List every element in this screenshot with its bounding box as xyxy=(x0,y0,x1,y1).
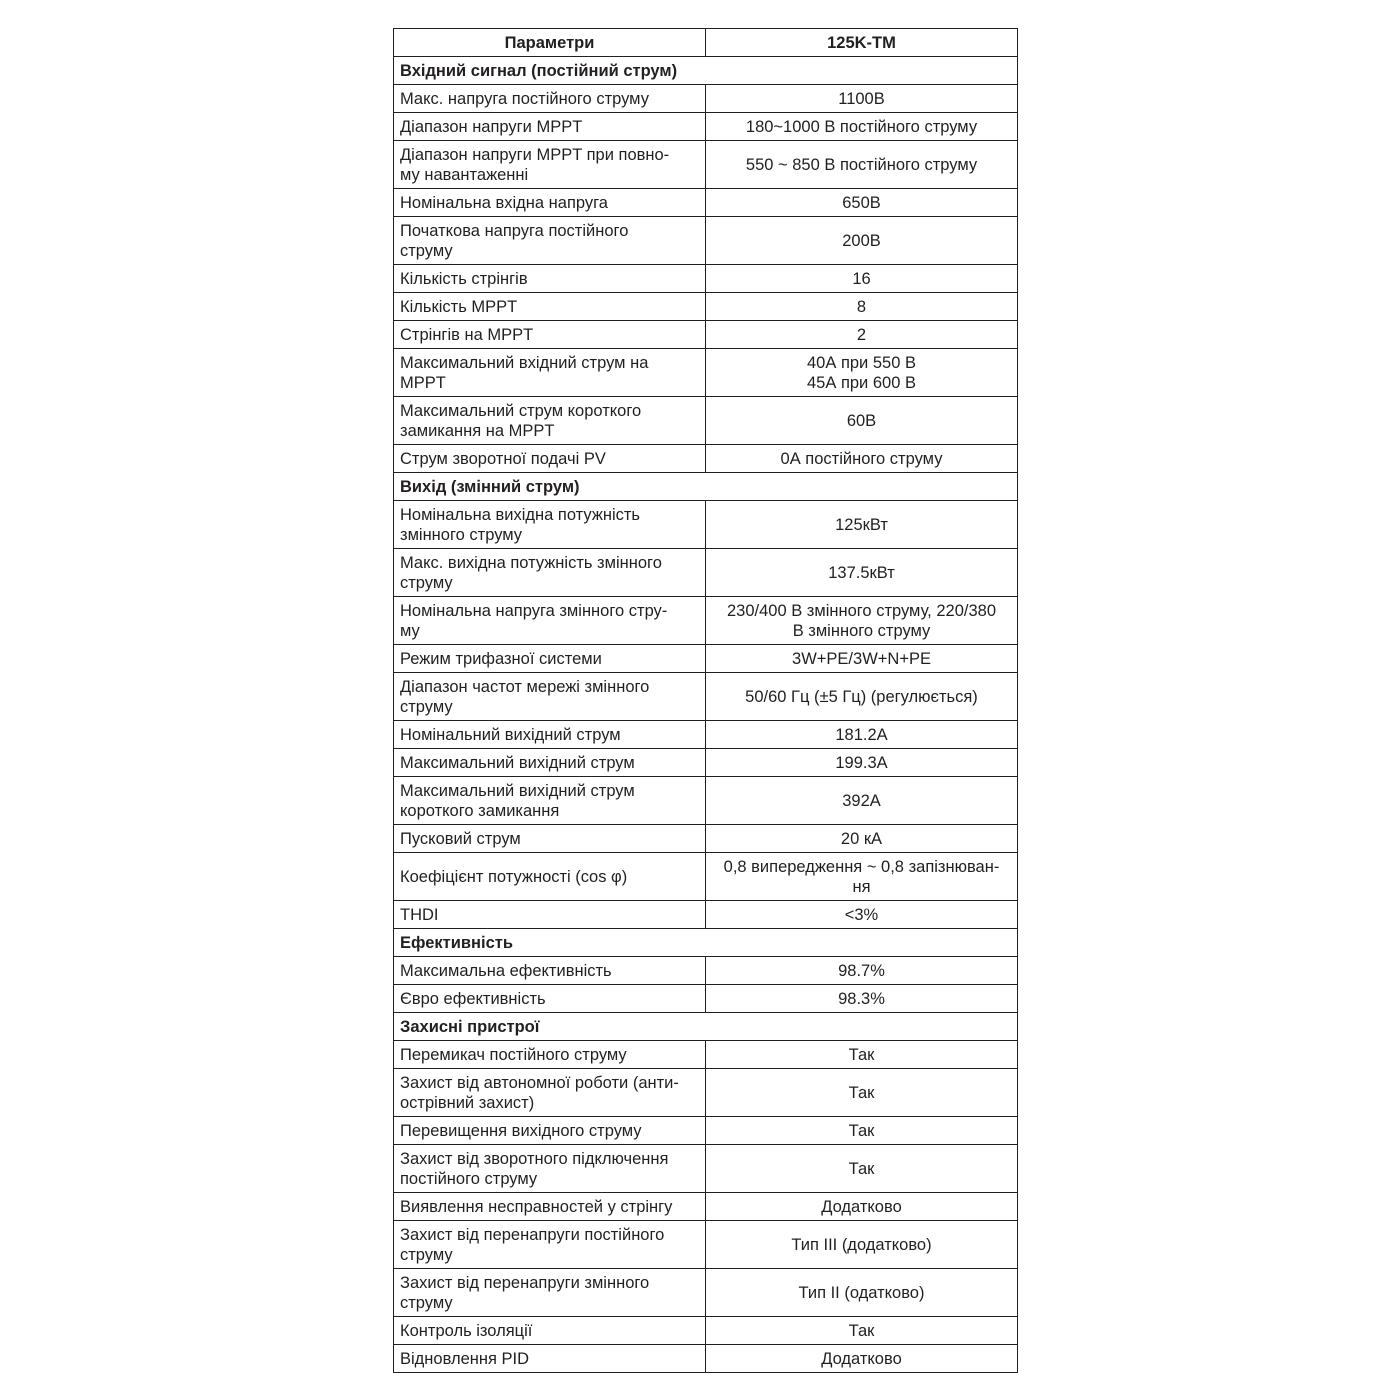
section-row xyxy=(394,473,1018,501)
value-cell xyxy=(706,853,1018,901)
parameter-cell xyxy=(394,645,706,673)
table-header-row xyxy=(394,29,1018,57)
parameter-text: змінного струму xyxy=(400,525,523,544)
table-row xyxy=(394,721,1018,749)
value-text: 137.5кВт xyxy=(828,563,895,582)
parameter-cell xyxy=(394,549,706,597)
parameter-text: Максимальний вихідний струм xyxy=(400,781,635,800)
section-title: Вихід (змінний струм) xyxy=(394,473,1018,501)
table-row xyxy=(394,1221,1018,1269)
value-cell xyxy=(706,901,1018,929)
value-text: 50/60 Гц (±5 Гц) (регулюється) xyxy=(745,687,978,706)
value-cell xyxy=(706,1145,1018,1193)
parameter-text: Режим трифазної системи xyxy=(400,649,602,668)
value-text: 98.7% xyxy=(838,961,885,980)
table-row xyxy=(394,349,1018,397)
parameter-cell xyxy=(394,853,706,901)
parameter-text: струму xyxy=(400,1293,453,1312)
value-cell xyxy=(706,501,1018,549)
value-text: 200В xyxy=(842,231,881,250)
table-row xyxy=(394,1345,1018,1373)
parameter-cell xyxy=(394,1269,706,1317)
parameter-text: Євро ефективність xyxy=(400,989,546,1008)
value-text: 60В xyxy=(846,411,877,430)
value-cell xyxy=(706,445,1018,473)
table-row xyxy=(394,825,1018,853)
parameter-cell xyxy=(394,189,706,217)
parameter-text: Кількість MPPT xyxy=(400,297,518,316)
value-cell xyxy=(706,141,1018,189)
table-body xyxy=(394,57,1018,1373)
parameter-text: Стрінгів на MPPT xyxy=(400,325,534,344)
parameter-cell xyxy=(394,825,706,853)
value-text: 98.3% xyxy=(838,989,885,1008)
table-row xyxy=(394,985,1018,1013)
value-cell xyxy=(706,957,1018,985)
header-parameters: Параметри xyxy=(394,29,706,57)
table-row xyxy=(394,901,1018,929)
parameter-text: MPPT xyxy=(400,373,446,392)
table-row xyxy=(394,189,1018,217)
value-text: Так xyxy=(848,1321,875,1340)
parameter-text: постійного струму xyxy=(400,1169,538,1188)
value-text: 8 xyxy=(856,297,867,316)
value-text: 40А при 550 В xyxy=(807,353,916,372)
parameter-cell xyxy=(394,721,706,749)
parameter-cell xyxy=(394,217,706,265)
parameter-text: Макс. напруга постійного струму xyxy=(400,89,649,108)
parameter-cell xyxy=(394,349,706,397)
parameter-text: му навантаженні xyxy=(400,165,529,184)
parameter-cell xyxy=(394,141,706,189)
value-cell xyxy=(706,293,1018,321)
parameter-cell xyxy=(394,1145,706,1193)
parameter-cell xyxy=(394,1345,706,1373)
parameter-text: Захист від зворотного підключення xyxy=(400,1149,669,1168)
parameter-text: Виявлення несправностей у стрінгу xyxy=(400,1197,673,1216)
value-text: 45А при 600 В xyxy=(807,373,916,392)
value-text: ня xyxy=(852,877,871,896)
table-row xyxy=(394,957,1018,985)
table-row xyxy=(394,85,1018,113)
value-cell xyxy=(706,1221,1018,1269)
parameter-text: Струм зворотної подачі PV xyxy=(400,449,606,468)
parameter-text: му xyxy=(400,621,420,640)
value-cell xyxy=(706,1069,1018,1117)
value-cell xyxy=(706,1117,1018,1145)
table-row xyxy=(394,501,1018,549)
value-text: 0,8 випередження ~ 0,8 запізнюван- xyxy=(723,857,1000,876)
value-text: 1100В xyxy=(838,89,885,108)
value-text: Так xyxy=(848,1083,875,1102)
table-row xyxy=(394,265,1018,293)
parameter-cell xyxy=(394,1069,706,1117)
parameter-cell xyxy=(394,445,706,473)
parameter-text: Кількість стрінгів xyxy=(400,269,528,288)
parameter-text: Контроль ізоляції xyxy=(400,1321,533,1340)
value-cell xyxy=(706,1041,1018,1069)
parameter-cell xyxy=(394,265,706,293)
parameter-text: Захист від перенапруги змінного xyxy=(400,1273,650,1292)
section-title: Вхідний сигнал (постійний струм) xyxy=(394,57,1018,85)
parameter-text: струму xyxy=(400,697,453,716)
parameter-cell xyxy=(394,673,706,721)
value-text: 20 кА xyxy=(840,829,883,848)
parameter-cell xyxy=(394,501,706,549)
parameter-text: Номінальний вихідний струм xyxy=(400,725,621,744)
value-text: В змінного струму xyxy=(792,621,931,640)
value-text: Так xyxy=(848,1159,875,1178)
parameter-text: Коефіцієнт потужності (cos φ) xyxy=(400,867,628,886)
value-text: Додатково xyxy=(821,1197,902,1216)
value-text: Так xyxy=(848,1121,875,1140)
table-row xyxy=(394,645,1018,673)
value-text: 650В xyxy=(842,193,881,212)
table-row xyxy=(394,321,1018,349)
section-row xyxy=(394,1013,1018,1041)
header-model: 125K-TM xyxy=(706,29,1018,57)
parameter-text: Номінальна вхідна напруга xyxy=(400,193,608,212)
parameter-text: Діапазон напруги MPPT при повно- xyxy=(400,145,670,164)
parameter-cell xyxy=(394,1193,706,1221)
value-text: Тип II (одатково) xyxy=(798,1283,925,1302)
parameter-text: острівний захист) xyxy=(400,1093,535,1112)
parameter-cell xyxy=(394,1041,706,1069)
parameter-cell xyxy=(394,85,706,113)
value-text: 180~1000 В постійного струму xyxy=(745,117,978,136)
section-row xyxy=(394,929,1018,957)
value-text: <3% xyxy=(844,905,879,924)
parameter-text: Макс. вихідна потужність змінного xyxy=(400,553,662,572)
value-cell xyxy=(706,597,1018,645)
parameter-cell xyxy=(394,1117,706,1145)
value-text: 181.2A xyxy=(835,725,888,744)
parameter-cell xyxy=(394,113,706,141)
parameter-cell xyxy=(394,957,706,985)
parameter-text: Максимальний струм короткого xyxy=(400,401,642,420)
value-cell xyxy=(706,349,1018,397)
parameter-text: Пусковий струм xyxy=(400,829,521,848)
value-cell xyxy=(706,777,1018,825)
value-cell xyxy=(706,189,1018,217)
table-row xyxy=(394,141,1018,189)
parameter-text: замикання на MPPT xyxy=(400,421,555,440)
value-cell xyxy=(706,985,1018,1013)
section-title: Ефективність xyxy=(394,929,1018,957)
value-text: 230/400 В змінного струму, 220/380 xyxy=(726,601,996,620)
parameter-text: струму xyxy=(400,241,453,260)
value-text: 125кВт xyxy=(835,515,888,534)
parameter-cell xyxy=(394,985,706,1013)
table-row xyxy=(394,1145,1018,1193)
parameter-cell xyxy=(394,1317,706,1345)
parameter-text: Відновлення PID xyxy=(400,1349,530,1368)
parameter-text: Номінальна вихідна потужність xyxy=(400,505,641,524)
parameter-text: Діапазон напруги MPPT xyxy=(400,117,583,136)
parameter-text: Захист від автономної роботи (анти- xyxy=(400,1073,679,1092)
section-row xyxy=(394,57,1018,85)
value-cell xyxy=(706,1345,1018,1373)
parameter-cell xyxy=(394,321,706,349)
value-cell xyxy=(706,749,1018,777)
table-row xyxy=(394,549,1018,597)
value-text: Додатково xyxy=(821,1349,902,1368)
table-row xyxy=(394,1317,1018,1345)
parameter-cell xyxy=(394,901,706,929)
parameter-text: Максимальна ефективність xyxy=(400,961,612,980)
value-text: 392A xyxy=(842,791,881,810)
value-cell xyxy=(706,645,1018,673)
value-cell xyxy=(706,673,1018,721)
value-text: 16 xyxy=(852,269,871,288)
table-row xyxy=(394,1193,1018,1221)
parameter-text: Захист від перенапруги постійного xyxy=(400,1225,665,1244)
parameter-text: Максимальний вхідний струм на xyxy=(400,353,649,372)
table-row xyxy=(394,597,1018,645)
value-cell xyxy=(706,397,1018,445)
table-row xyxy=(394,777,1018,825)
value-text: 3W+PE/3W+N+PE xyxy=(792,649,931,668)
table-row xyxy=(394,113,1018,141)
value-cell xyxy=(706,1269,1018,1317)
value-cell xyxy=(706,265,1018,293)
parameter-text: струму xyxy=(400,573,453,592)
table-row xyxy=(394,1269,1018,1317)
parameter-text: струму xyxy=(400,1245,453,1264)
parameter-text: Початкова напруга постійного xyxy=(400,221,629,240)
value-cell xyxy=(706,217,1018,265)
specifications-table xyxy=(393,28,1018,1373)
table-row xyxy=(394,1069,1018,1117)
table-row xyxy=(394,1117,1018,1145)
value-cell xyxy=(706,721,1018,749)
value-text: 0А постійного струму xyxy=(780,449,943,468)
value-text: 199.3A xyxy=(835,753,888,772)
value-cell xyxy=(706,1193,1018,1221)
parameter-cell xyxy=(394,293,706,321)
table-row xyxy=(394,445,1018,473)
value-cell xyxy=(706,113,1018,141)
parameter-cell xyxy=(394,1221,706,1269)
value-cell xyxy=(706,85,1018,113)
value-cell xyxy=(706,321,1018,349)
parameter-text: Перемикач постійного струму xyxy=(400,1045,627,1064)
value-text: 2 xyxy=(856,325,867,344)
parameter-cell xyxy=(394,777,706,825)
parameter-cell xyxy=(394,397,706,445)
value-cell xyxy=(706,549,1018,597)
table-row xyxy=(394,853,1018,901)
parameter-text: Перевищення вихідного струму xyxy=(400,1121,642,1140)
value-text: Так xyxy=(848,1045,875,1064)
value-text: Тип III (додатково) xyxy=(791,1235,932,1254)
parameter-cell xyxy=(394,749,706,777)
table-row xyxy=(394,1041,1018,1069)
value-cell xyxy=(706,1317,1018,1345)
parameter-text: Діапазон частот мережі змінного xyxy=(400,677,650,696)
table-row xyxy=(394,293,1018,321)
table-row xyxy=(394,673,1018,721)
parameter-text: THDI xyxy=(400,905,439,924)
value-cell xyxy=(706,825,1018,853)
table-row xyxy=(394,397,1018,445)
value-text: 550 ~ 850 В постійного струму xyxy=(745,155,978,174)
table-row xyxy=(394,749,1018,777)
parameter-text: Максимальний вихідний струм xyxy=(400,753,635,772)
section-title: Захисні пристрої xyxy=(394,1013,1018,1041)
parameter-cell xyxy=(394,597,706,645)
parameter-text: Номінальна напруга змінного стру- xyxy=(400,601,668,620)
parameter-text: короткого замикання xyxy=(400,801,560,820)
table-row xyxy=(394,217,1018,265)
